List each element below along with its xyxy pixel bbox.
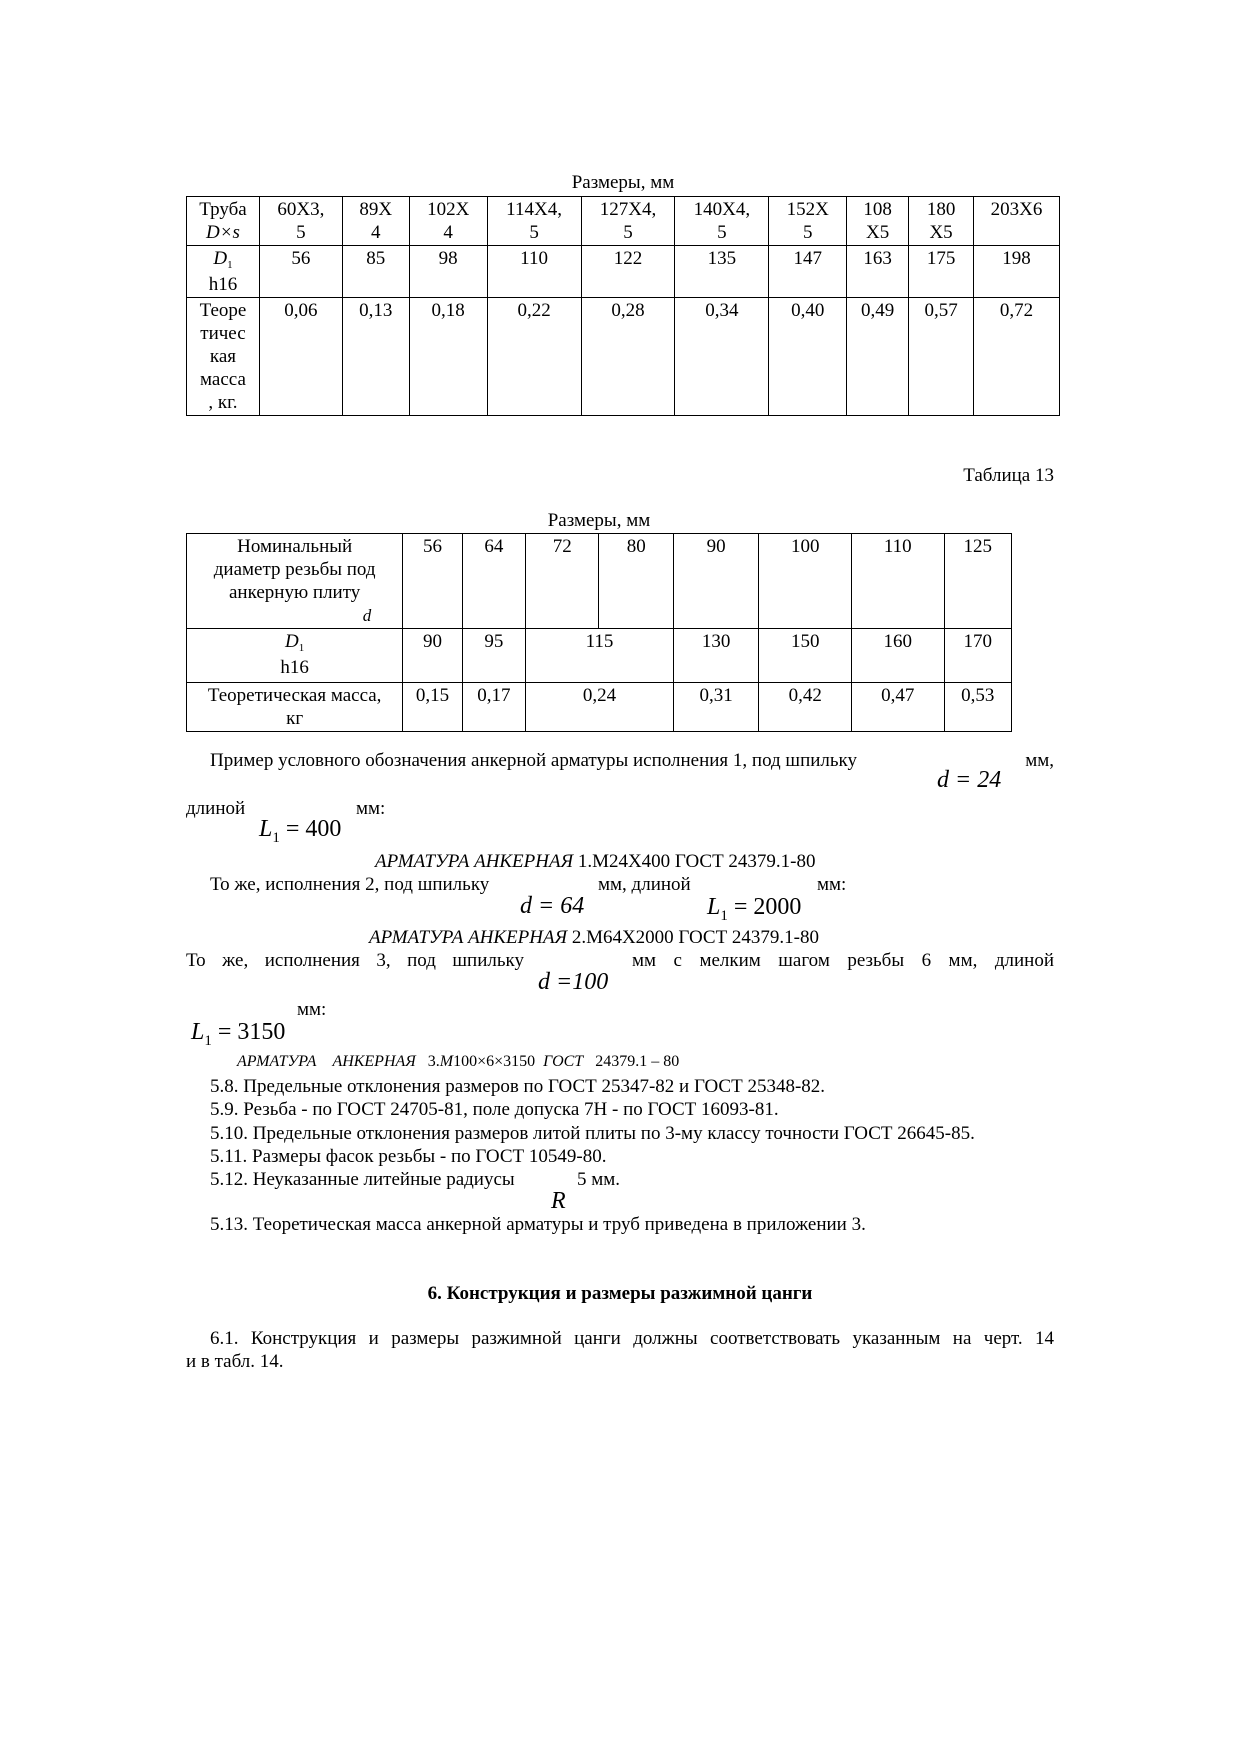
table12-col-header <box>409 197 487 246</box>
item-5-9: 5.9. Резьба - по ГОСТ 24705-81, поле допуска 7Н - по ГОСТ 16093-81. <box>210 1099 779 1120</box>
table-cell: 122 <box>581 246 675 298</box>
L-symbol: L <box>191 1019 205 1045</box>
designation-code: 1.М24Х400 ГОСТ 24379.1-80 <box>573 851 816 872</box>
table-cell: 175 <box>909 246 974 298</box>
table13-row-mass <box>187 683 1012 732</box>
formula-d64: d = 64 <box>520 893 585 919</box>
label-line: анкерную плиту <box>229 582 361 603</box>
table13 <box>186 533 1012 732</box>
item-5-10: 5.10. Предельные отклонения размеров литой плиты по 3-му классу точности ГОСТ 26645-85. <box>210 1123 975 1144</box>
text-length-2: мм, длиной <box>598 874 691 895</box>
table-cell: 115 <box>526 629 674 683</box>
unit-mm: мм: <box>356 798 386 819</box>
col-text: 203Х6 <box>990 199 1043 220</box>
table12-header-label-text: Труба <box>199 199 247 220</box>
table-cell: 198 <box>974 246 1060 298</box>
table-cell: 0,53 <box>944 683 1011 732</box>
L-value: = 400 <box>279 816 342 842</box>
table-cell: 0,24 <box>526 683 674 732</box>
col-text: 5 <box>529 222 539 243</box>
formula-d24: d = 24 <box>937 767 1002 793</box>
table13-col-header: 125 <box>944 534 1011 629</box>
d1-subscript: 1 <box>298 642 305 654</box>
L-symbol: L <box>707 894 721 920</box>
table12-col-header <box>974 197 1060 246</box>
col-text: 108 <box>863 199 892 220</box>
table13-col-header: 72 <box>526 534 599 629</box>
table-cell: 135 <box>675 246 769 298</box>
col-text: 180 <box>926 199 956 220</box>
col-text: 140Х4, <box>693 199 751 220</box>
table12-d1-label <box>187 246 260 298</box>
designation-name: АРМАТУРА АНКЕРНАЯ <box>369 927 568 948</box>
table12 <box>186 196 1060 416</box>
col-text: 4 <box>443 222 453 243</box>
table-cell: 163 <box>847 246 909 298</box>
table-cell: 160 <box>851 629 944 683</box>
col-text: 60Х3, <box>277 199 325 220</box>
label-line: диаметр резьбы под <box>213 559 376 580</box>
table12-col-header <box>487 197 581 246</box>
table13-row-d1 <box>187 629 1012 683</box>
designation-number: 24379.1 – 80 <box>595 1053 680 1070</box>
designation-word-2: АНКЕРНАЯ <box>332 1053 416 1070</box>
paragraph-example-3b: мм с мелким шагом резьбы 6 мм, длиной <box>632 950 1054 971</box>
table-cell: 0,18 <box>409 298 487 416</box>
table13-col-header: 90 <box>673 534 759 629</box>
table-cell: 0,72 <box>974 298 1060 416</box>
col-text: 5 <box>296 222 306 243</box>
paragraph-6-1: 6.1. Конструкция и размеры разжимной цанги должны соответствовать указанным на черт. 14 <box>210 1328 1054 1349</box>
table-cell: 95 <box>462 629 525 683</box>
d1-symbol: D <box>213 248 228 269</box>
table-cell: 0,31 <box>673 683 759 732</box>
table13-col-header: 110 <box>851 534 944 629</box>
table12-row-mass <box>187 298 1060 416</box>
table13-col-header: 100 <box>759 534 852 629</box>
table13-title: Таблица 13 <box>963 465 1054 486</box>
col-text: 5 <box>623 222 633 243</box>
label-line: кая <box>209 346 237 367</box>
table12-header-label-symbol: D×s <box>206 222 240 243</box>
unit-mm: мм: <box>817 874 847 895</box>
table-cell: 147 <box>769 246 847 298</box>
col-text: 89Х <box>359 199 393 220</box>
L-subscript: 1 <box>720 908 728 924</box>
table12-col-header <box>259 197 342 246</box>
table-cell: 150 <box>759 629 852 683</box>
table-cell: 0,15 <box>403 683 462 732</box>
L-subscript: 1 <box>272 830 280 846</box>
d1-tolerance: h16 <box>280 657 309 678</box>
text-length: длиной <box>186 798 246 819</box>
table-cell: 0,06 <box>259 298 342 416</box>
label-line: , кг. <box>208 392 238 413</box>
col-text: 102Х <box>427 199 470 220</box>
formula-L1-2000 <box>707 894 801 923</box>
col-text: 5 <box>717 222 727 243</box>
label-line: Теоретическая масса, <box>207 685 382 706</box>
designation-3 <box>237 1052 679 1072</box>
table12-col-header <box>909 197 974 246</box>
item-5-8: 5.8. Предельные отклонения размеров по ГОСТ 25347-82 и ГОСТ 25348-82. <box>210 1076 826 1097</box>
col-text: 4 <box>371 222 381 243</box>
label-line: кг <box>286 708 304 729</box>
col-text: 114Х4, <box>506 199 562 220</box>
formula-L1-400 <box>259 816 341 845</box>
formula-d100: d =100 <box>538 969 609 995</box>
table13-d-symbol: d <box>362 606 372 625</box>
col-text: Х5 <box>866 222 890 243</box>
table-cell: 0,40 <box>769 298 847 416</box>
table13-header-label <box>187 534 403 629</box>
d1-tolerance: h16 <box>208 274 238 295</box>
table-cell: 0,13 <box>342 298 409 416</box>
unit-mm: мм: <box>297 999 327 1020</box>
paragraph-example-1: Пример условного обозначения анкерной арматуры исполнения 1, под шпильку <box>210 750 858 771</box>
table12-header-row <box>187 197 1060 246</box>
L-value: = 3150 <box>211 1019 286 1045</box>
table-cell: 0,57 <box>909 298 974 416</box>
item-5-12: 5.12. Неуказанные литейные радиусы <box>210 1169 515 1190</box>
designation-name: АРМАТУРА АНКЕРНАЯ <box>375 851 574 872</box>
table-cell: 110 <box>487 246 581 298</box>
table-cell: 90 <box>403 629 462 683</box>
designation-code: 2.М64Х2000 ГОСТ 24379.1-80 <box>567 927 819 948</box>
paragraph-6-1-end: и в табл. 14. <box>186 1351 284 1372</box>
table12-row-d1 <box>187 246 1060 298</box>
table-cell: 0,34 <box>675 298 769 416</box>
table13-col-header: 64 <box>462 534 525 629</box>
d1-subscript: 1 <box>227 259 233 271</box>
table-cell: 0,49 <box>847 298 909 416</box>
col-text: 5 <box>802 222 813 243</box>
formula-R: R <box>551 1188 566 1214</box>
section-6-heading: 6. Конструкция и размеры разжимной цанги <box>427 1283 813 1304</box>
item-5-13: 5.13. Теоретическая масса анкерной арматуры и труб приведена в приложении 3. <box>210 1214 866 1235</box>
table-cell: 0,28 <box>581 298 675 416</box>
label-line: Номинальный <box>237 536 353 557</box>
item-5-12-value: 5 мм. <box>577 1169 621 1190</box>
col-text: 152Х <box>786 199 829 220</box>
table12-mass-label <box>187 298 260 416</box>
table13-mass-label <box>187 683 403 732</box>
designation-gost: ГОСТ <box>543 1053 584 1070</box>
designation-1 <box>375 850 816 873</box>
table-cell: 85 <box>342 246 409 298</box>
item-5-11: 5.11. Размеры фасок резьбы - по ГОСТ 10549-80. <box>210 1146 607 1167</box>
table-cell: 130 <box>673 629 759 683</box>
col-text: Х5 <box>929 222 953 243</box>
L-value: = 2000 <box>727 894 802 920</box>
table13-d1-label <box>187 629 403 683</box>
d1-symbol: D <box>285 631 299 652</box>
label-line: тичес <box>200 323 246 344</box>
designation-dims: 100×6×3150 <box>453 1053 536 1070</box>
unit-mm: мм, <box>1025 750 1054 771</box>
L-subscript: 1 <box>204 1033 212 1049</box>
table13-col-header: 56 <box>403 534 462 629</box>
table-cell: 0,17 <box>462 683 525 732</box>
col-text: 127Х4, <box>599 199 657 220</box>
L-symbol: L <box>259 816 273 842</box>
table12-col-header <box>581 197 675 246</box>
table-cell: 0,42 <box>759 683 852 732</box>
paragraph-example-2: То же, исполнения 2, под шпильку <box>210 874 490 895</box>
designation-2 <box>369 926 819 949</box>
table12-col-header <box>675 197 769 246</box>
label-line: масса <box>200 369 246 390</box>
table13-header-row <box>187 534 1012 629</box>
table12-col-header <box>769 197 847 246</box>
designation-m: М <box>439 1053 454 1070</box>
table-cell: 0,47 <box>851 683 944 732</box>
table12-caption: Размеры, мм <box>571 172 675 193</box>
table-cell: 0,22 <box>487 298 581 416</box>
table-cell: 56 <box>259 246 342 298</box>
table12-header-label <box>187 197 260 246</box>
table13-caption: Размеры, мм <box>547 510 651 531</box>
table13-col-header: 80 <box>599 534 673 629</box>
table-cell: 170 <box>944 629 1011 683</box>
table-cell: 98 <box>409 246 487 298</box>
table12-col-header <box>342 197 409 246</box>
designation-word-1: АРМАТУРА <box>237 1053 317 1070</box>
designation-exec: 3. <box>427 1053 440 1070</box>
label-line: Теоре <box>199 300 247 321</box>
paragraph-example-3a: То же, исполнения 3, под шпильку <box>186 950 524 971</box>
table12-col-header <box>847 197 909 246</box>
formula-L1-3150 <box>191 1019 285 1048</box>
